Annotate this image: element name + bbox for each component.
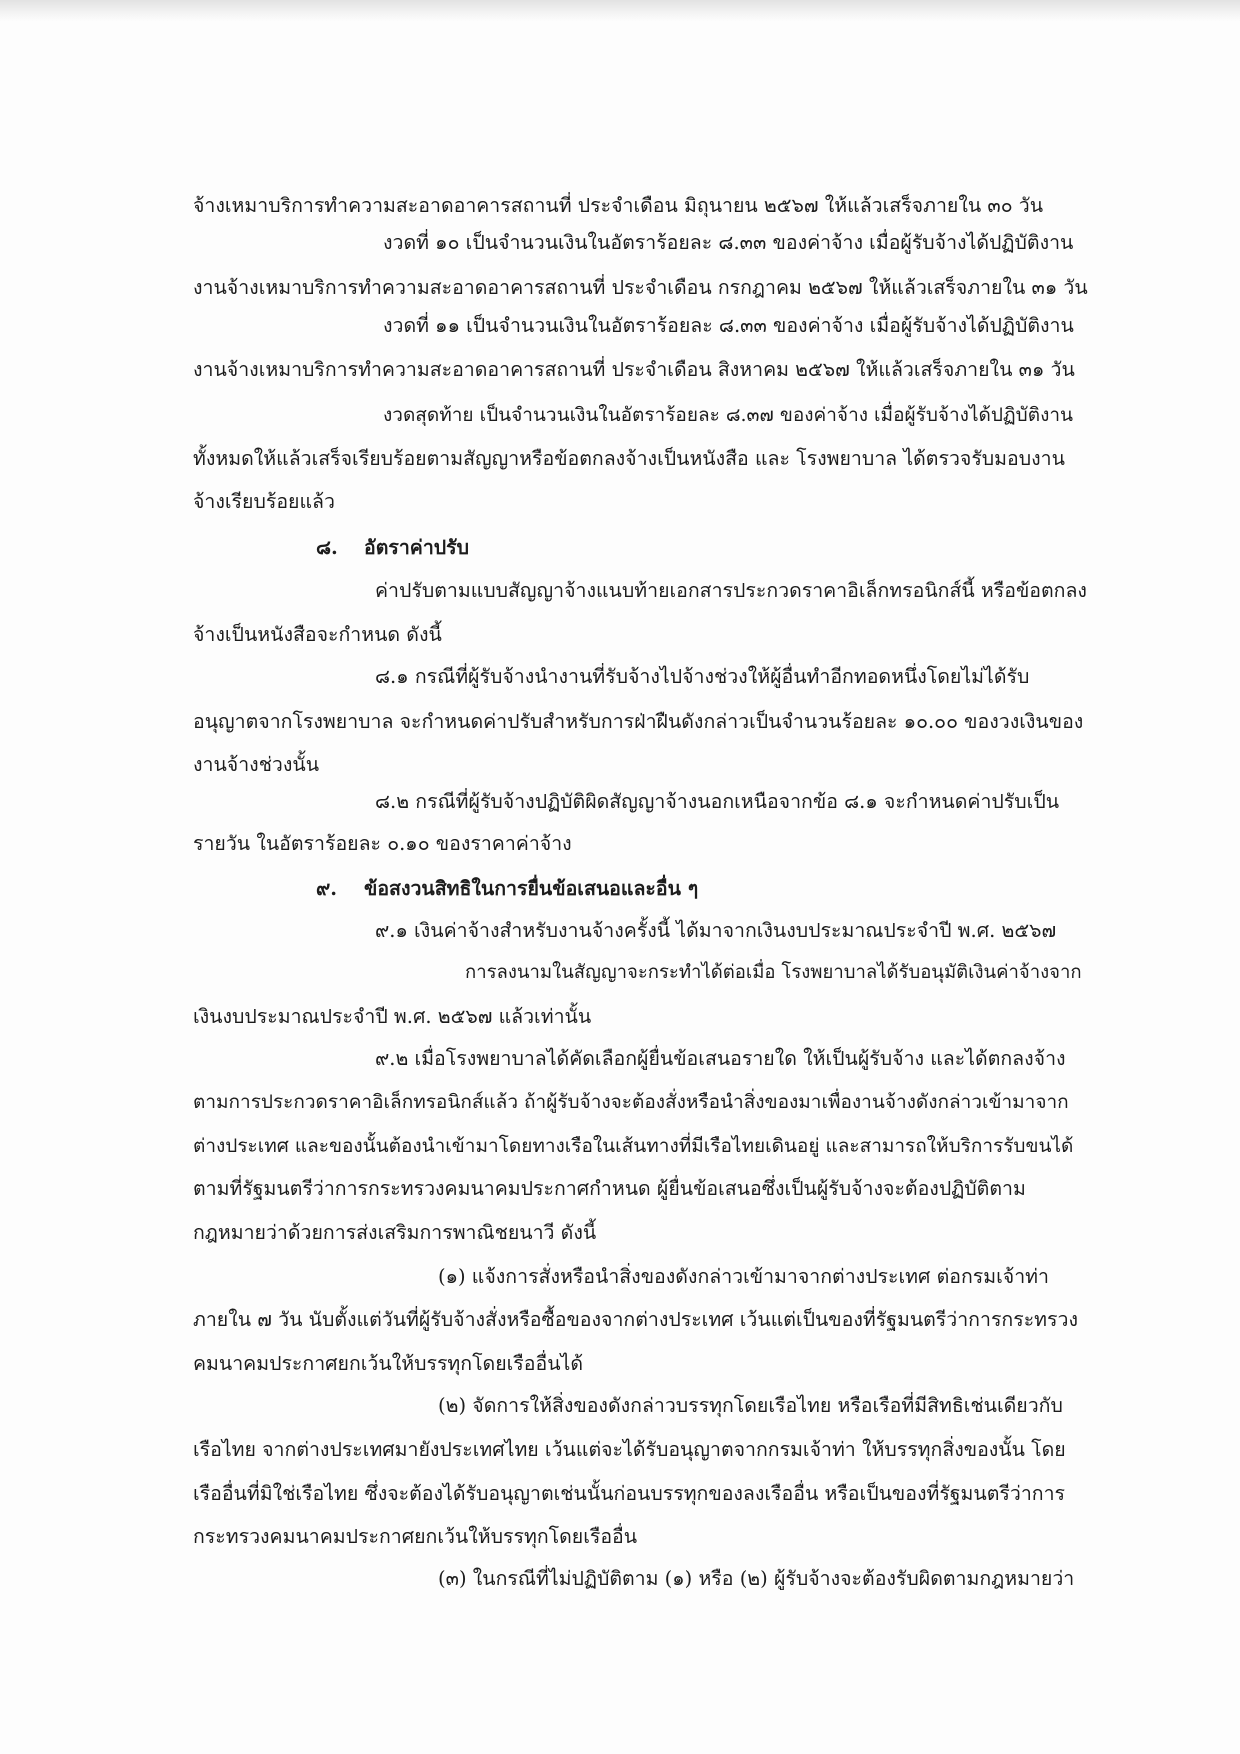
body-line: เรือไทย จากต่างประเทศมายังประเทศไทย เว้นแต่จะได้รับอนุญาตจากกรมเจ้าท่า ให้บรรทุกสิ่งของนั้น โดย xyxy=(193,1438,1066,1461)
body-line: ค่าปรับตามแบบสัญญาจ้างแนบท้ายเอกสารประกวดราคาอิเล็กทรอนิกส์นี้ หรือข้อตกลง xyxy=(375,579,1087,602)
scan-edge xyxy=(0,0,1240,22)
section-number: ๘. xyxy=(316,536,338,559)
section-9-heading xyxy=(316,874,698,904)
body-line: ทั้งหมดให้แล้วเสร็จเรียบร้อยตามสัญญาหรือข้อตกลงจ้างเป็นหนังสือ และ โรงพยาบาล ได้ตรวจรับมอบงาน xyxy=(193,447,1065,470)
body-line: งวดสุดท้าย เป็นจำนวนเงินในอัตราร้อยละ ๘.๓๗ ของค่าจ้าง เมื่อผู้รับจ้างได้ปฏิบัติงาน xyxy=(383,404,1074,426)
body-line: กระทรวงคมนาคมประกาศยกเว้นให้บรรทุกโดยเรืออื่น xyxy=(193,1525,638,1548)
body-line: ต่างประเทศ และของนั้นต้องนำเข้ามาโดยทางเรือในเส้นทางที่มีเรือไทยเดินอยู่ และสามารถให้บริการรับขนได้ xyxy=(193,1135,1074,1157)
body-line: กฎหมายว่าด้วยการส่งเสริมการพาณิชยนาวี ดังนี้ xyxy=(193,1221,597,1244)
body-line: เงินงบประมาณประจำปี พ.ศ. ๒๕๖๗ แล้วเท่านั้น xyxy=(193,1005,592,1028)
body-line: ๙.๒ เมื่อโรงพยาบาลได้คัดเลือกผู้ยื่นข้อเสนอรายใด ให้เป็นผู้รับจ้าง และได้ตกลงจ้าง xyxy=(375,1047,1066,1070)
body-line: ๙.๑ เงินค่าจ้างสำหรับงานจ้างครั้งนี้ ได้มาจากเงินงบประมาณประจำปี พ.ศ. ๒๕๖๗ xyxy=(375,919,1057,942)
section-title: ข้อสงวนสิทธิในการยื่นข้อเสนอและอื่น ๆ xyxy=(364,877,699,900)
body-line: งานจ้างเหมาบริการทำความสะอาดอาคารสถานที่ ประจำเดือน กรกฎาคม ๒๕๖๗ ให้แล้วเสร็จภายใน ๓๑ วัน xyxy=(193,276,1088,299)
body-line: งวดที่ ๑๑ เป็นจำนวนเงินในอัตราร้อยละ ๘.๓๓ ของค่าจ้าง เมื่อผู้รับจ้างได้ปฏิบัติงาน xyxy=(383,314,1074,337)
section-title: อัตราค่าปรับ xyxy=(364,536,470,559)
section-8-heading xyxy=(316,533,469,563)
section-number: ๙. xyxy=(316,877,338,900)
body-line: รายวัน ในอัตราร้อยละ ๐.๑๐ ของราคาค่าจ้าง xyxy=(193,832,572,855)
body-line: งานจ้างช่วงนั้น xyxy=(193,753,320,776)
body-line: ภายใน ๗ วัน นับตั้งแต่วันที่ผู้รับจ้างสั่งหรือซื้อของจากต่างประเทศ เว้นแต่เป็นของที่รัฐมนตรีว่าการกระทรวง xyxy=(193,1308,1078,1331)
body-line: ตามการประกวดราคาอิเล็กทรอนิกส์แล้ว ถ้าผู้รับจ้างจะต้องสั่งหรือนำสิ่งของมาเพื่องานจ้างดังกล่าวเข้ามาจาก xyxy=(193,1091,1069,1113)
body-line: คมนาคมประกาศยกเว้นให้บรรทุกโดยเรืออื่นได้ xyxy=(193,1352,583,1375)
body-line: (๓) ในกรณีที่ไม่ปฏิบัติตาม (๑) หรือ (๒) ผู้รับจ้างจะต้องรับผิดตามกฎหมายว่า xyxy=(438,1567,1075,1590)
body-line: ๘.๒ กรณีที่ผู้รับจ้างปฏิบัติผิดสัญญาจ้างนอกเหนือจากข้อ ๘.๑ จะกำหนดค่าปรับเป็น xyxy=(375,790,1060,813)
body-line: จ้างเหมาบริการทำความสะอาดอาคารสถานที่ ประจำเดือน มิถุนายน ๒๕๖๗ ให้แล้วเสร็จภายใน ๓๐ วัน xyxy=(193,194,1044,217)
body-line: งานจ้างเหมาบริการทำความสะอาดอาคารสถานที่ ประจำเดือน สิงหาคม ๒๕๖๗ ให้แล้วเสร็จภายใน ๓๑ วัน xyxy=(193,358,1075,381)
body-line: จ้างเรียบร้อยแล้ว xyxy=(193,490,335,513)
body-line: ตามที่รัฐมนตรีว่าการกระทรวงคมนาคมประกาศกำหนด ผู้ยื่นข้อเสนอซึ่งเป็นผู้รับจ้างจะต้องปฏิบัติตาม xyxy=(193,1177,1026,1200)
body-line: การลงนามในสัญญาจะกระทำได้ต่อเมื่อ โรงพยาบาลได้รับอนุมัติเงินค่าจ้างจาก xyxy=(465,962,1082,983)
body-line: (๒) จัดการให้สิ่งของดังกล่าวบรรทุกโดยเรือไทย หรือเรือที่มีสิทธิเช่นเดียวกับ xyxy=(438,1394,1063,1417)
body-line: อนุญาตจากโรงพยาบาล จะกำหนดค่าปรับสำหรับการฝ่าฝืนดังกล่าวเป็นจำนวนร้อยละ ๑๐.๐๐ ของวงเงินของ xyxy=(193,710,1084,733)
body-line: (๑) แจ้งการสั่งหรือนำสิ่งของดังกล่าวเข้ามาจากต่างประเทศ ต่อกรมเจ้าท่า xyxy=(438,1265,1049,1288)
body-line: ๘.๑ กรณีที่ผู้รับจ้างนำงานที่รับจ้างไปจ้างช่วงให้ผู้อื่นทำอีกทอดหนึ่งโดยไม่ได้รับ xyxy=(375,665,1030,688)
body-line: เรืออื่นที่มิใช่เรือไทย ซึ่งจะต้องได้รับอนุญาตเช่นนั้นก่อนบรรทุกของลงเรืออื่น หรือเป็นของที่รัฐมนตรีว่าการ xyxy=(193,1482,1065,1505)
body-line: จ้างเป็นหนังสือจะกำหนด ดังนี้ xyxy=(193,623,442,646)
body-line: งวดที่ ๑๐ เป็นจำนวนเงินในอัตราร้อยละ ๘.๓๓ ของค่าจ้าง เมื่อผู้รับจ้างได้ปฏิบัติงาน xyxy=(383,231,1074,254)
